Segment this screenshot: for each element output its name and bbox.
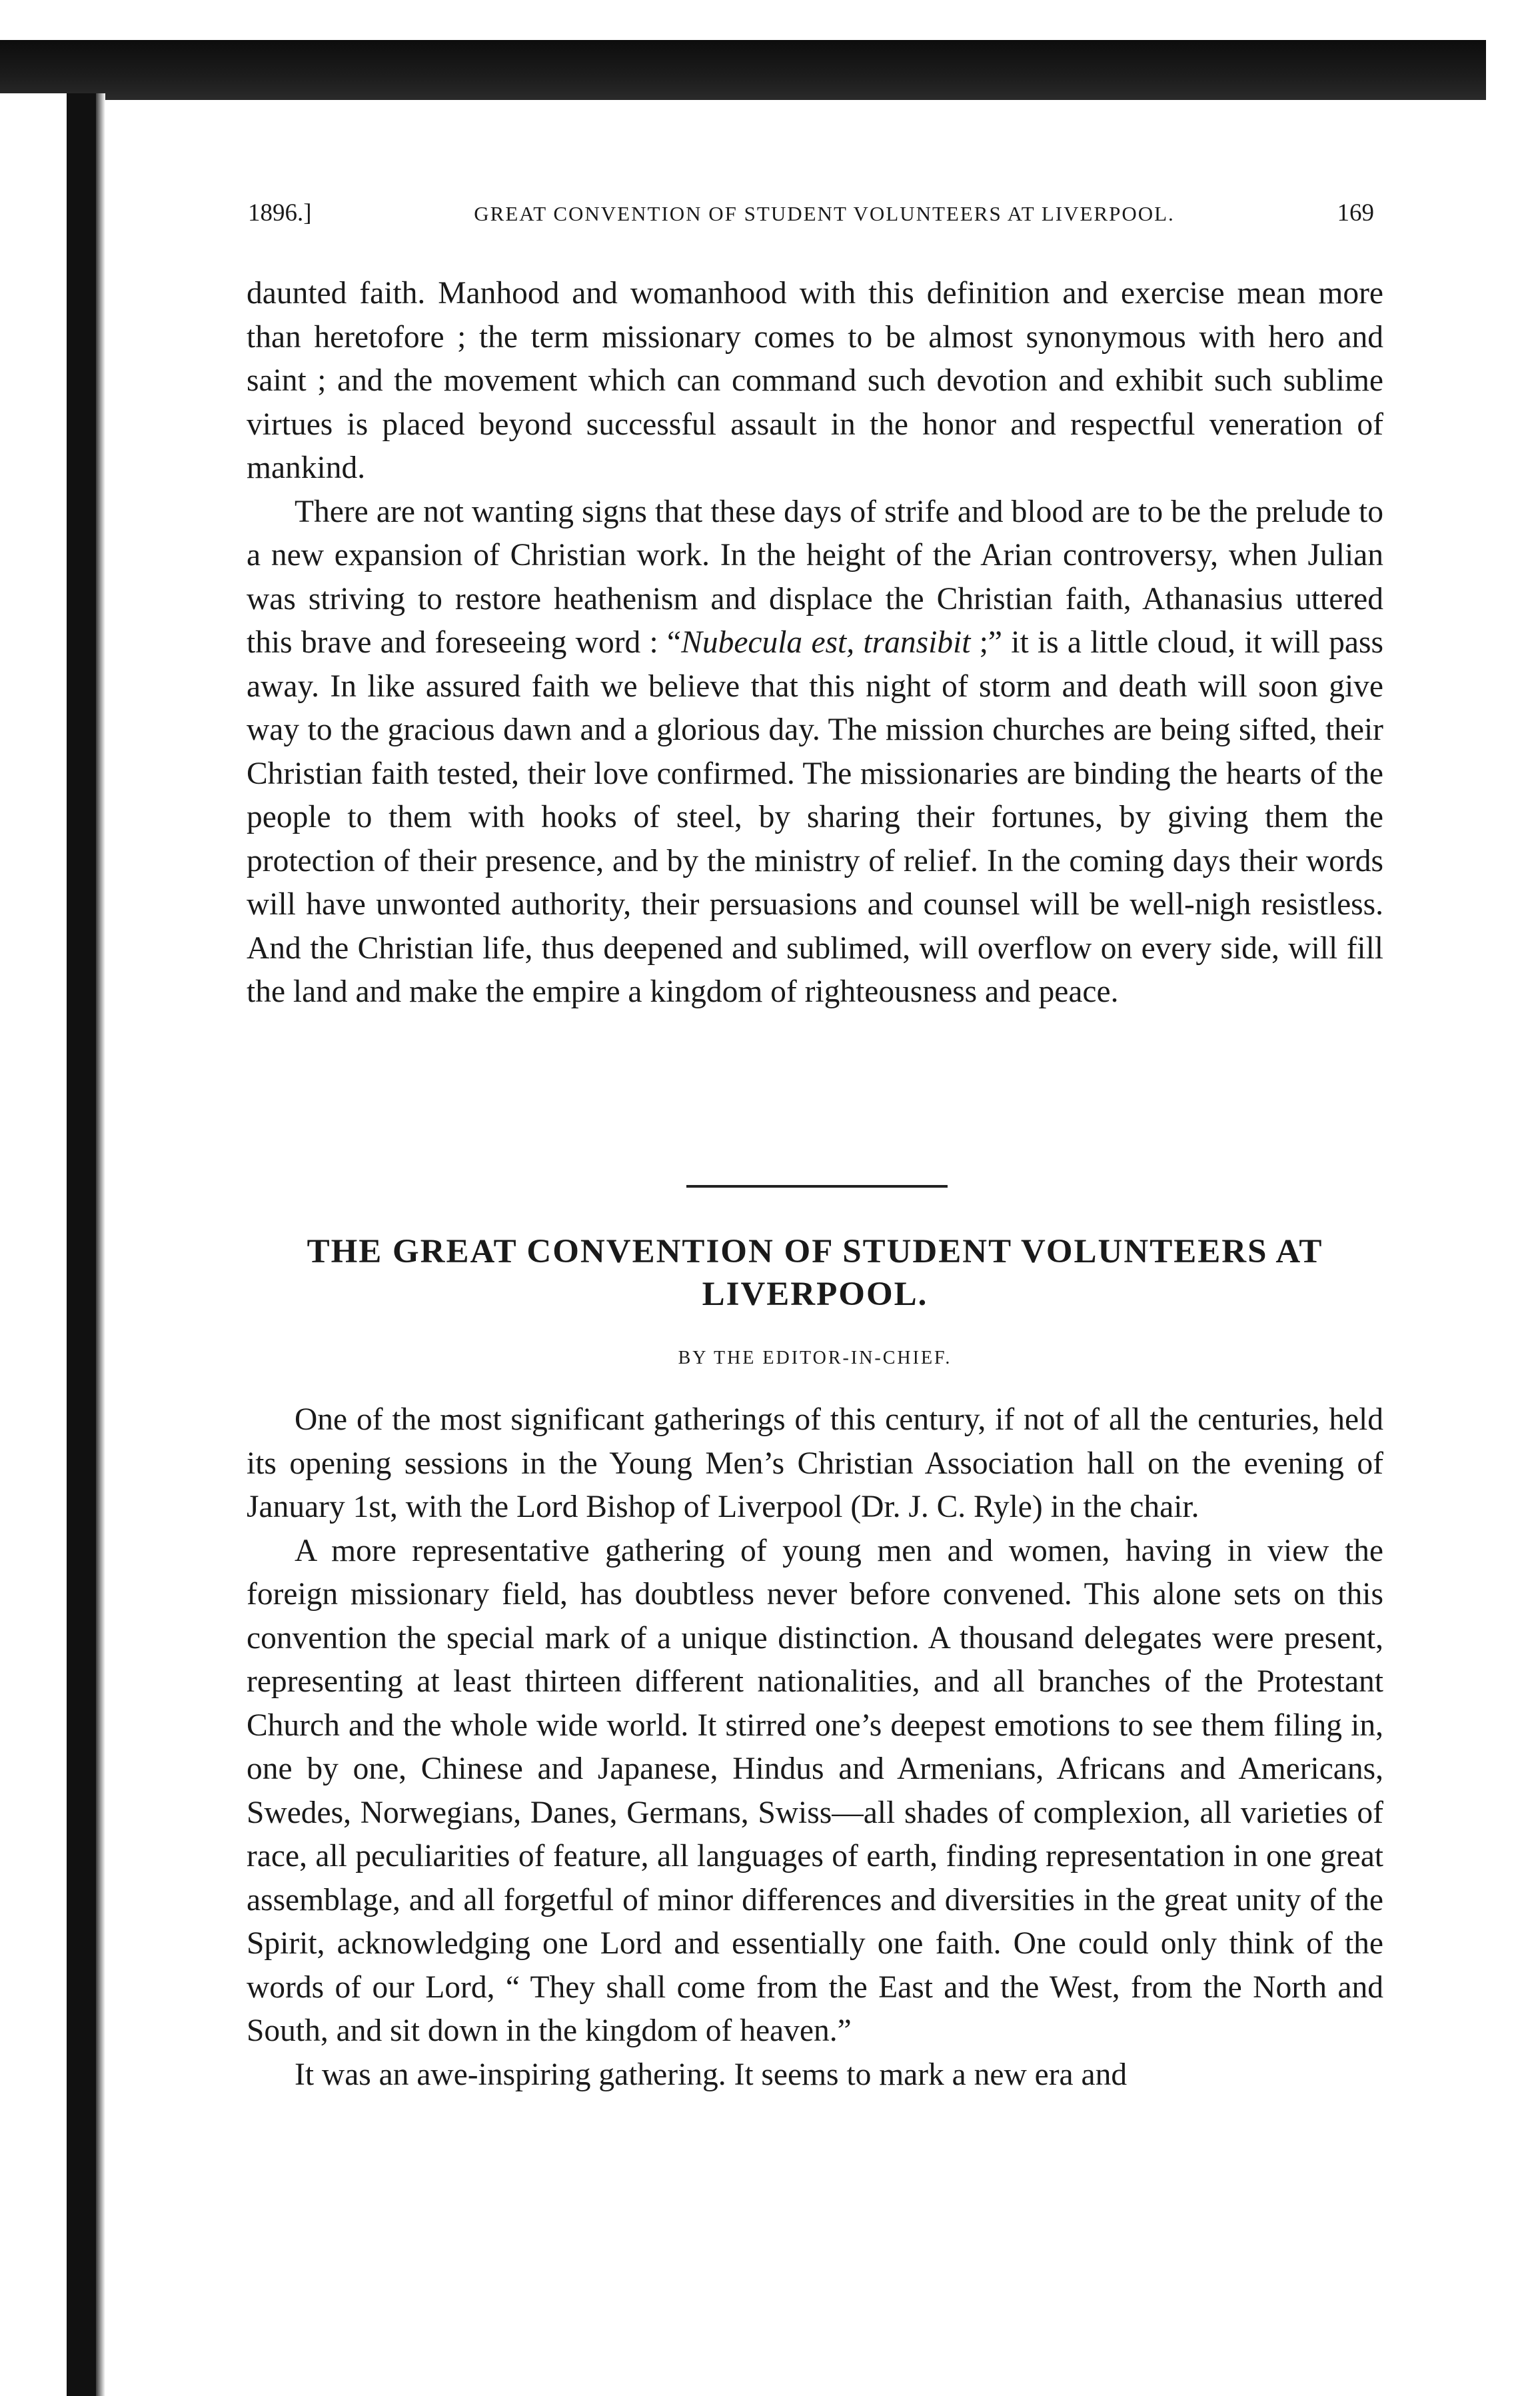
paragraph: One of the most significant gatherings of this century, if not of all the centuries, held its opening sessions in the Young Men’s Christian Association hall on the evening of January 1st, with the Lord Bishop of Liverpool (Dr. J. C. Ryle) in the chair.: [247, 1402, 1383, 1524]
running-head-title: GREAT CONVENTION OF STUDENT VOLUNTEERS AT LIVERPOOL.: [474, 202, 1175, 225]
byline: BY THE EDITOR-IN-CHIEF.: [678, 1348, 952, 1368]
scan-binding-shadow: [96, 93, 105, 2396]
scan-top-edge: [0, 40, 1486, 100]
paragraph: [247, 491, 1383, 1014]
paragraph: A more representative gathering of young men and women, having in view the foreign missionary field, has doubtless never before convened. This alone sets on this convention the special mark of a unique distinction. A thousand delegates were present, representing at least thirteen different nationalities, and all branches of the Protestant Church and the whole wide world. It stirred one’s deepest emotions to see them filing in, one by one, Chinese and Japanese, Hindus and Armenians, Africans and Americans, Swedes, Norwegians, Danes, Germans, Swiss—all shades of complexion, all varieties of race, all peculiarities of feature, all languages of earth, finding representation in one great assemblage, and all forgetful of minor differences and diversities in the great unity of the Spirit, acknowledging one Lord and essentially one faith. One could only think of the words of our Lord, “ They shall come from the East and the West, from the North and South, and sit down in the kingdom of heaven.”: [247, 1533, 1383, 2048]
running-head-year: 1896.]: [248, 199, 312, 227]
article-title-line: THE GREAT CONVENTION OF STUDENT VOLUNTEERS AT: [307, 1233, 1323, 1270]
paragraph-text: There are not wanting signs that these days of strife and blood are to be the prelude to a new expansion of Christian work. In the height of the Arian controversy, when Julian was striving to restore heathenism and displace the Christian faith, Athanasius uttered this brave and foreseeing word : “: [247, 494, 1383, 660]
page-number: 169: [1337, 199, 1374, 227]
scan-binding-edge: [67, 93, 96, 2396]
scan-left-margin: [0, 93, 67, 2396]
paragraph-text: ;” it is a little cloud, it will pass away. In like assured faith we believe that this night of storm and death will soon give way to the gracious dawn and a glorious day. The mission churches are being sifted, their Christian faith tested, their love confirmed. The missionaries are binding the hearts of the people to them with hooks of steel, by sharing their fortunes, by giving them the protection of their presence, and by the ministry of relief. In the coming days their words will have unwonted authority, their persuasions and counsel will be well-nigh resistless. And the Christian life, thus deepened and sublimed, will overflow on every side, will fill the land and make the empire a kingdom of righteousness and peace.: [247, 625, 1383, 1009]
article-title: [247, 1230, 1383, 1316]
article-title-line: LIVERPOOL.: [702, 1276, 928, 1313]
article-body: [247, 1398, 1383, 2097]
latin-quote: Nubecula est, transibit: [681, 625, 971, 660]
running-head: [248, 199, 1374, 239]
paragraph: daunted faith. Manhood and womanhood with this definition and exercise mean more than heretofore ; the term missionary comes to be almost synonymous with hero and saint ; and the movement which can command such devotion and exhibit such sublime virtues is placed beyond successful assault in the honor and respectful veneration of mankind.: [247, 276, 1383, 485]
paragraph: It was an awe-inspiring gathering. It seems to mark a new era and: [295, 2057, 1128, 2092]
section-divider: [686, 1185, 948, 1188]
previous-article-text: [247, 272, 1383, 1014]
